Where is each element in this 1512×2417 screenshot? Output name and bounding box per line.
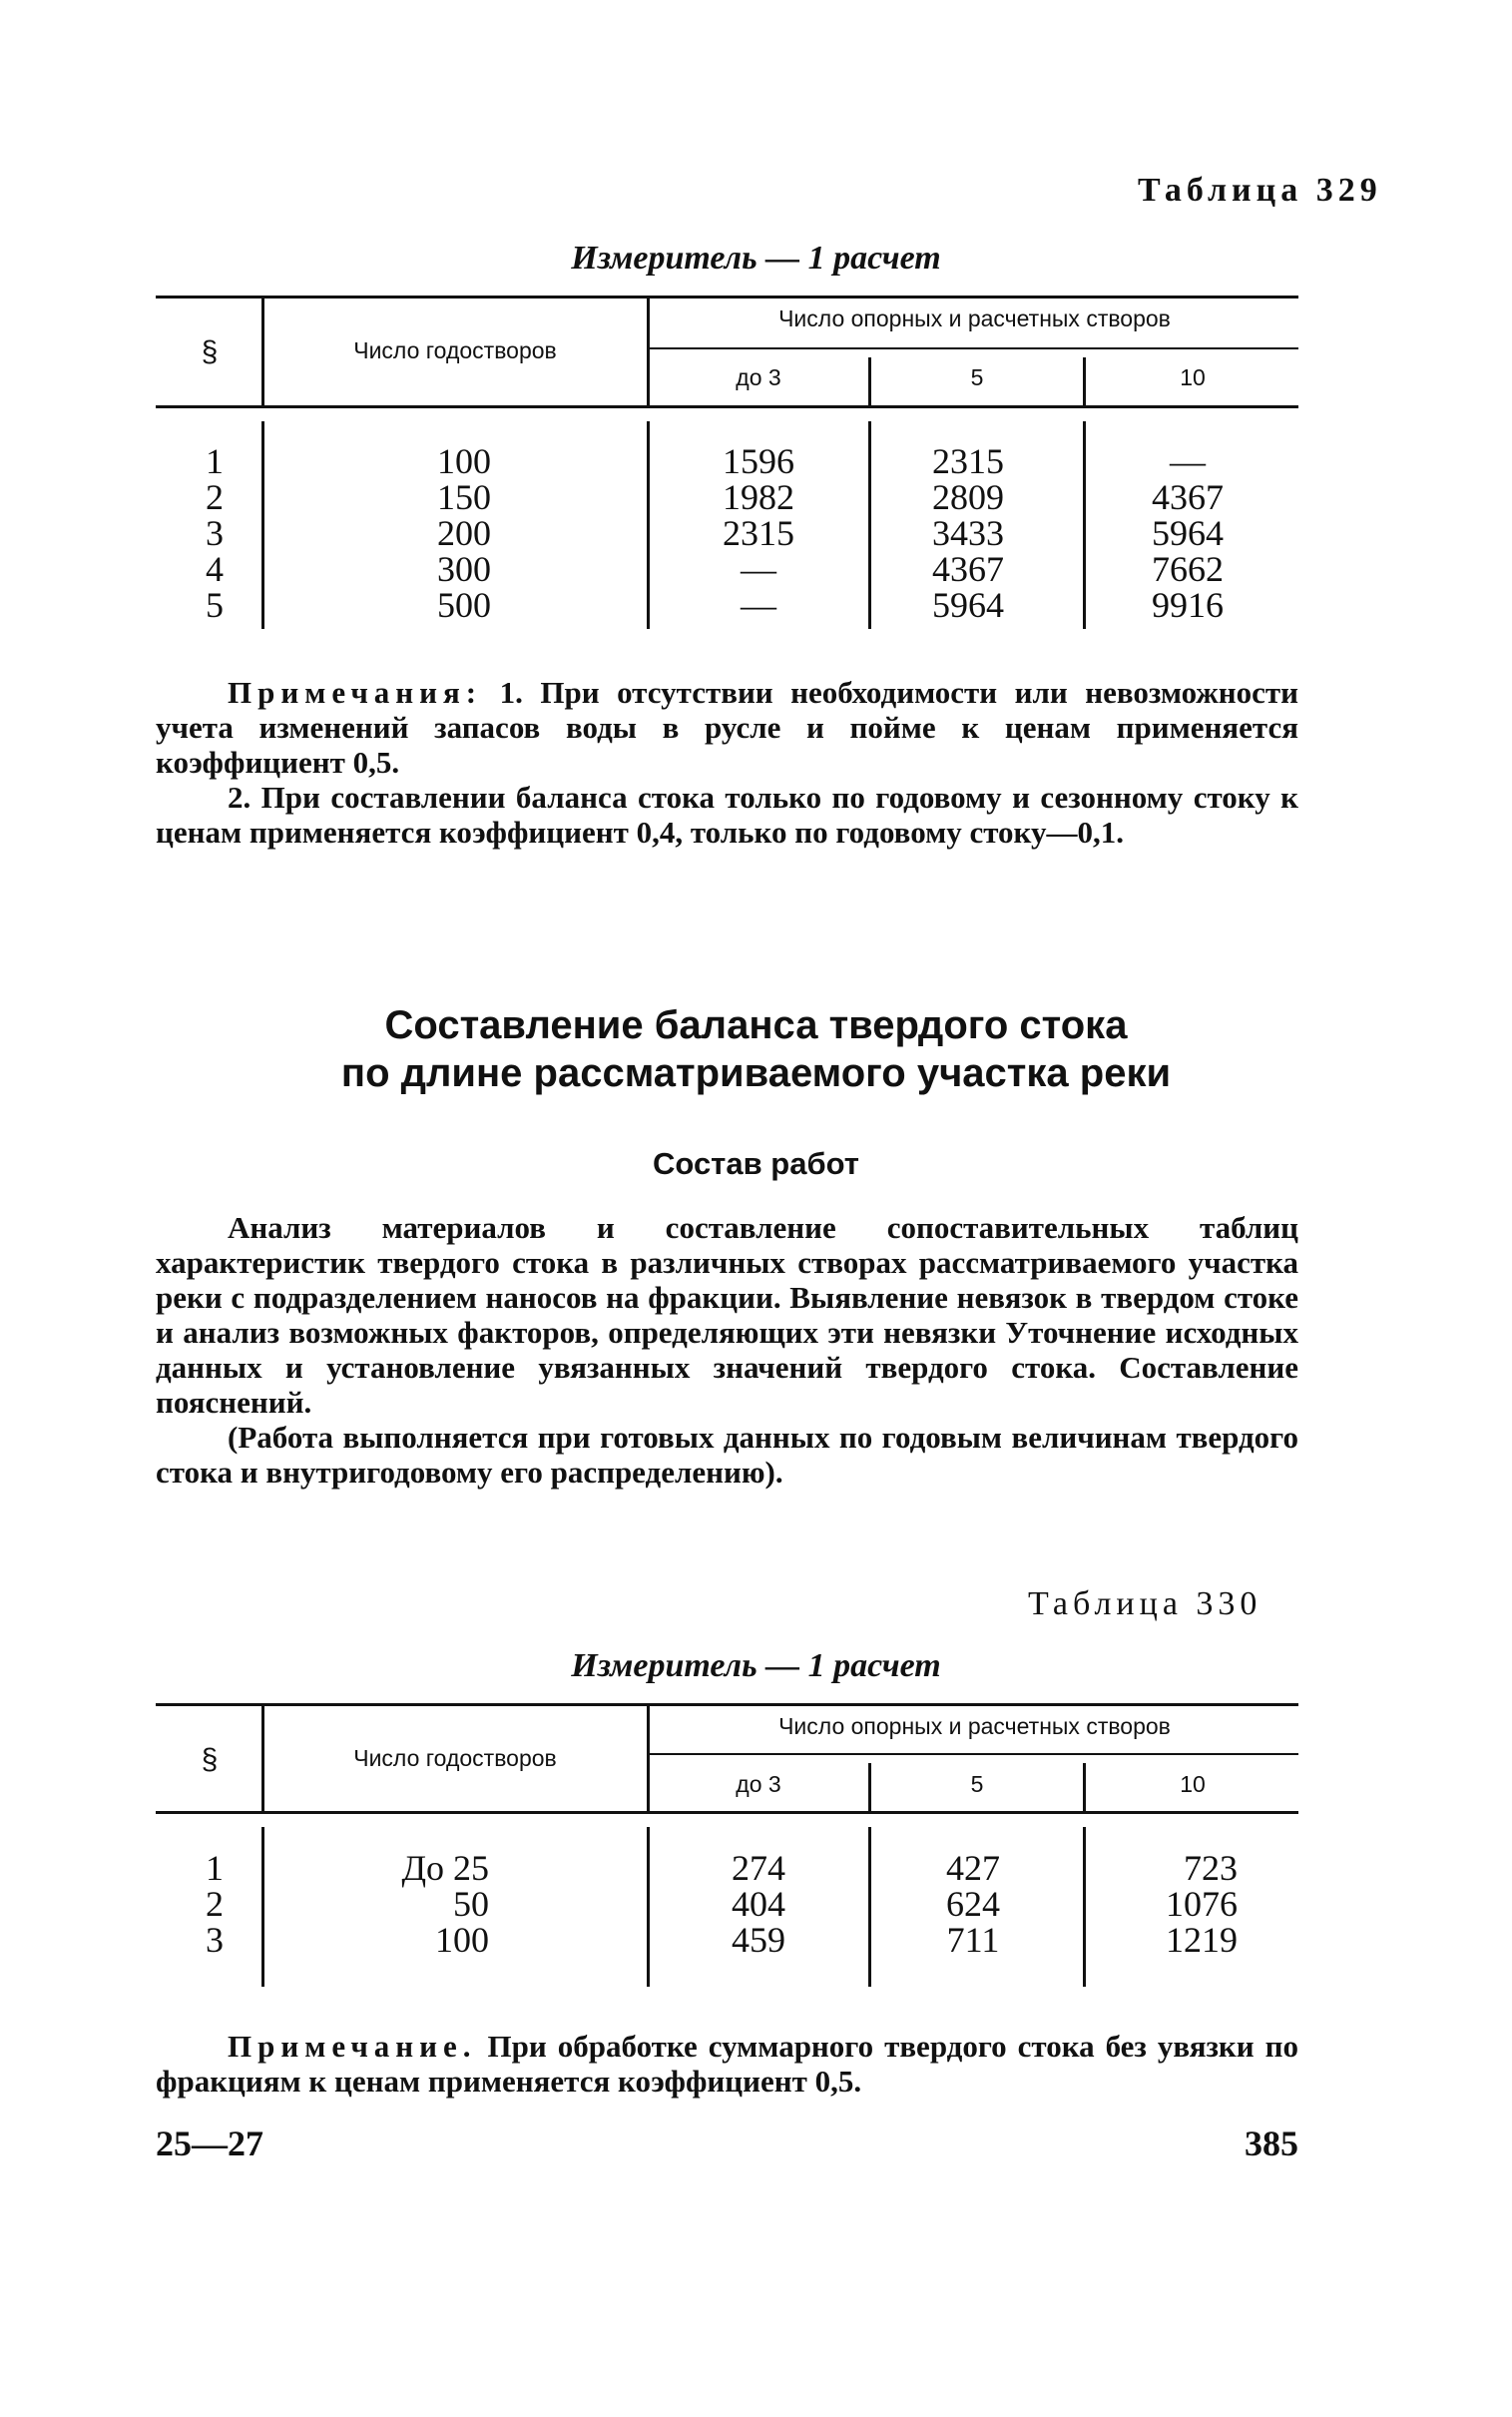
section-title-line-2: по длине рассматриваемого участка реки bbox=[340, 1051, 1172, 1095]
table-row-number: 1 bbox=[206, 441, 224, 481]
note-text: При обработке суммарного твердого стока без увязки по фракциям к ценам применяется коэффициент 0,5. bbox=[156, 2029, 1299, 2099]
table-330-label: Таблица 330 bbox=[1028, 1585, 1262, 1622]
section-paragraph-1: Анализ материалов и составление сопоставительных таблиц характеристик твердого стока в различных створах рассматриваемого участка реки с подразделением наносов на фракции. Выявление невязок в твердом стоке и анализ возможных факторов, определяющих эти невязки Уточнение исходных данных и установление увязанных значений твердого стока. Составление пояснений. bbox=[156, 1210, 1298, 1420]
table-cell-10: — bbox=[1170, 441, 1206, 481]
col-header-5: 5 bbox=[970, 364, 984, 390]
table-329-label: Таблица 329 bbox=[1138, 172, 1382, 209]
table-cell-5: 624 bbox=[946, 1884, 1000, 1924]
table-cell-10: 4367 bbox=[1152, 477, 1224, 517]
section-paragraph-2: (Работа выполняется при готовых данных по годовым величинам твердого стока и внутригодовому его распределению). bbox=[156, 1420, 1298, 1490]
table-cell-count: До 25 bbox=[401, 1848, 489, 1888]
table-row-number: 3 bbox=[206, 513, 224, 553]
footer-signature: 25—27 bbox=[156, 2123, 263, 2163]
table-330-measure: Измеритель — 1 расчет bbox=[571, 1647, 941, 1684]
table-cell-up-to-3: 1982 bbox=[723, 477, 794, 517]
section-body bbox=[156, 1210, 1298, 1490]
table-cell-up-to-3: 459 bbox=[732, 1920, 785, 1960]
table-cell-5: 4367 bbox=[932, 549, 1004, 589]
table-cell-up-to-3: 274 bbox=[732, 1848, 785, 1888]
table-row-number: 2 bbox=[206, 1884, 224, 1924]
table-329-measure: Измеритель — 1 расчет bbox=[571, 240, 941, 277]
table-cell-up-to-3: — bbox=[741, 549, 776, 589]
table-cell-5: 711 bbox=[946, 1920, 1000, 1960]
col-header-10: 10 bbox=[1180, 364, 1206, 390]
table-cell-up-to-3: 1596 bbox=[723, 441, 794, 481]
col-header-count: Число годостворов bbox=[353, 1745, 557, 1771]
notes-label: Примечания: bbox=[228, 675, 483, 710]
note-label: Примечание. bbox=[228, 2029, 477, 2064]
col-header-5: 5 bbox=[970, 1771, 984, 1797]
table-cell-10: 9916 bbox=[1152, 585, 1224, 625]
table-row-number: 3 bbox=[206, 1920, 224, 1960]
table-row-number: 4 bbox=[206, 549, 224, 589]
table-cell-count: 300 bbox=[437, 549, 491, 589]
section-title-line-1: Составление баланса твердого стока bbox=[384, 1003, 1128, 1047]
table-cell-count: 100 bbox=[437, 441, 491, 481]
table-cell-10: 723 bbox=[1184, 1848, 1238, 1888]
table-cell-count: 500 bbox=[437, 585, 491, 625]
table-cell-5: 2315 bbox=[932, 441, 1004, 481]
page-number: 385 bbox=[1245, 2123, 1298, 2163]
table-cell-10: 1219 bbox=[1166, 1920, 1238, 1960]
table-cell-up-to-3: 404 bbox=[732, 1884, 785, 1924]
table-cell-count: 50 bbox=[453, 1884, 489, 1924]
col-header-number: § bbox=[201, 1743, 219, 1776]
note-1: 1. При отсутствии необходимости или невозможности учета изменений запасов воды в русле и пойме к ценам применяется коэффициент 0,5. bbox=[156, 675, 1298, 780]
table-cell-10: 1076 bbox=[1166, 1884, 1238, 1924]
note-2: 2. При составлении баланса стока только по годовому и сезонному стоку к ценам применяется коэффициент 0,4, только по годовому стоку—0,1. bbox=[156, 780, 1298, 850]
table-row-number: 5 bbox=[206, 585, 224, 625]
col-header-up-to-3: до 3 bbox=[736, 364, 781, 390]
table-cell-up-to-3: 2315 bbox=[723, 513, 794, 553]
table-cell-10: 7662 bbox=[1152, 549, 1224, 589]
table-cell-10: 5964 bbox=[1152, 513, 1224, 553]
table-cell-count: 200 bbox=[437, 513, 491, 553]
table-cell-5: 3433 bbox=[932, 513, 1004, 553]
section-subtitle: Состав работ bbox=[653, 1146, 859, 1181]
table-row-number: 2 bbox=[206, 477, 224, 517]
table-cell-5: 5964 bbox=[932, 585, 1004, 625]
table-cell-5: 427 bbox=[946, 1848, 1000, 1888]
table-row-number: 1 bbox=[206, 1848, 224, 1888]
table-cell-5: 2809 bbox=[932, 477, 1004, 517]
col-header-count: Число годостворов bbox=[353, 337, 557, 363]
table-329-notes bbox=[156, 675, 1298, 850]
table-cell-up-to-3: — bbox=[741, 585, 776, 625]
col-header-group: Число опорных и расчетных створов bbox=[778, 305, 1171, 331]
col-header-up-to-3: до 3 bbox=[736, 1771, 781, 1797]
table-330-note bbox=[156, 2029, 1298, 2099]
table-cell-count: 150 bbox=[437, 477, 491, 517]
table-cell-count: 100 bbox=[435, 1920, 489, 1960]
col-header-10: 10 bbox=[1180, 1771, 1206, 1797]
col-header-group: Число опорных и расчетных створов bbox=[778, 1713, 1171, 1739]
col-header-number: § bbox=[201, 335, 219, 368]
